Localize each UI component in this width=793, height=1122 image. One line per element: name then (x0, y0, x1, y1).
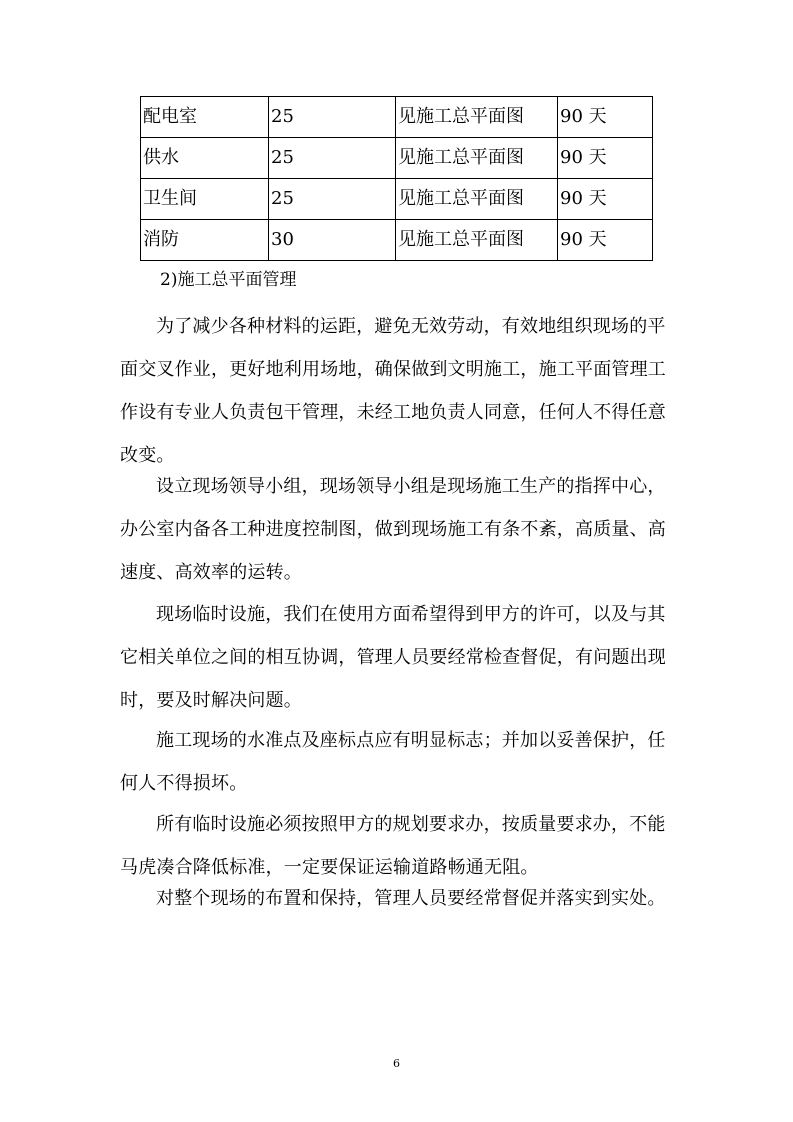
table-cell: 见施工总平面图 (396, 97, 558, 138)
table-cell: 90 天 (558, 220, 653, 261)
paragraph: 设立现场领导小组，现场领导小组是现场施工生产的指挥中心，办公室内备各工种进度控制图，做到现场施工有条不紊，高质量、高速度、高效率的运转。 (120, 476, 666, 583)
table-cell: 25 (269, 97, 396, 138)
facility-table (140, 96, 653, 261)
table-row (141, 138, 653, 179)
table-row (141, 220, 653, 261)
table-cell: 供水 (141, 138, 269, 179)
table-cell: 见施工总平面图 (396, 220, 558, 261)
table-cell: 见施工总平面图 (396, 138, 558, 179)
table-cell: 配电室 (141, 97, 269, 138)
table-cell: 消防 (141, 220, 269, 261)
paragraph: 所有临时设施必须按照甲方的规划要求办，按质量要求办，不能马虎凑合降低标准，一定要保证运输道路畅通无阻。 (120, 814, 666, 878)
section-heading: 2)施工总平面管理 (160, 270, 297, 290)
paragraph: 施工现场的水准点及座标点应有明显标志；并加以妥善保护，任何人不得损坏。 (120, 730, 666, 794)
table-cell: 30 (269, 220, 396, 261)
table-cell: 25 (269, 179, 396, 220)
table-cell: 90 天 (558, 138, 653, 179)
table-cell: 90 天 (558, 179, 653, 220)
table-cell: 见施工总平面图 (396, 179, 558, 220)
table-cell: 25 (269, 138, 396, 179)
paragraph: 现场临时设施，我们在使用方面希望得到甲方的许可，以及与其它相关单位之间的相互协调，管理人员要经常检查督促，有问题出现时，要及时解决问题。 (120, 604, 666, 711)
table-row (141, 179, 653, 220)
table-row (141, 97, 653, 138)
paragraph: 为了减少各种材料的运距，避免无效劳动，有效地组织现场的平面交叉作业，更好地利用场地，确保做到文明施工，施工平面管理工作设有专业人负责包干管理，未经工地负责人同意，任何人不得任意改变。 (120, 316, 666, 466)
page-number: 6 (393, 1057, 400, 1070)
paragraph: 对整个现场的布置和保持，管理人员要经常督促并落实到实处。 (156, 888, 666, 909)
table-cell: 90 天 (558, 97, 653, 138)
table-cell: 卫生间 (141, 179, 269, 220)
